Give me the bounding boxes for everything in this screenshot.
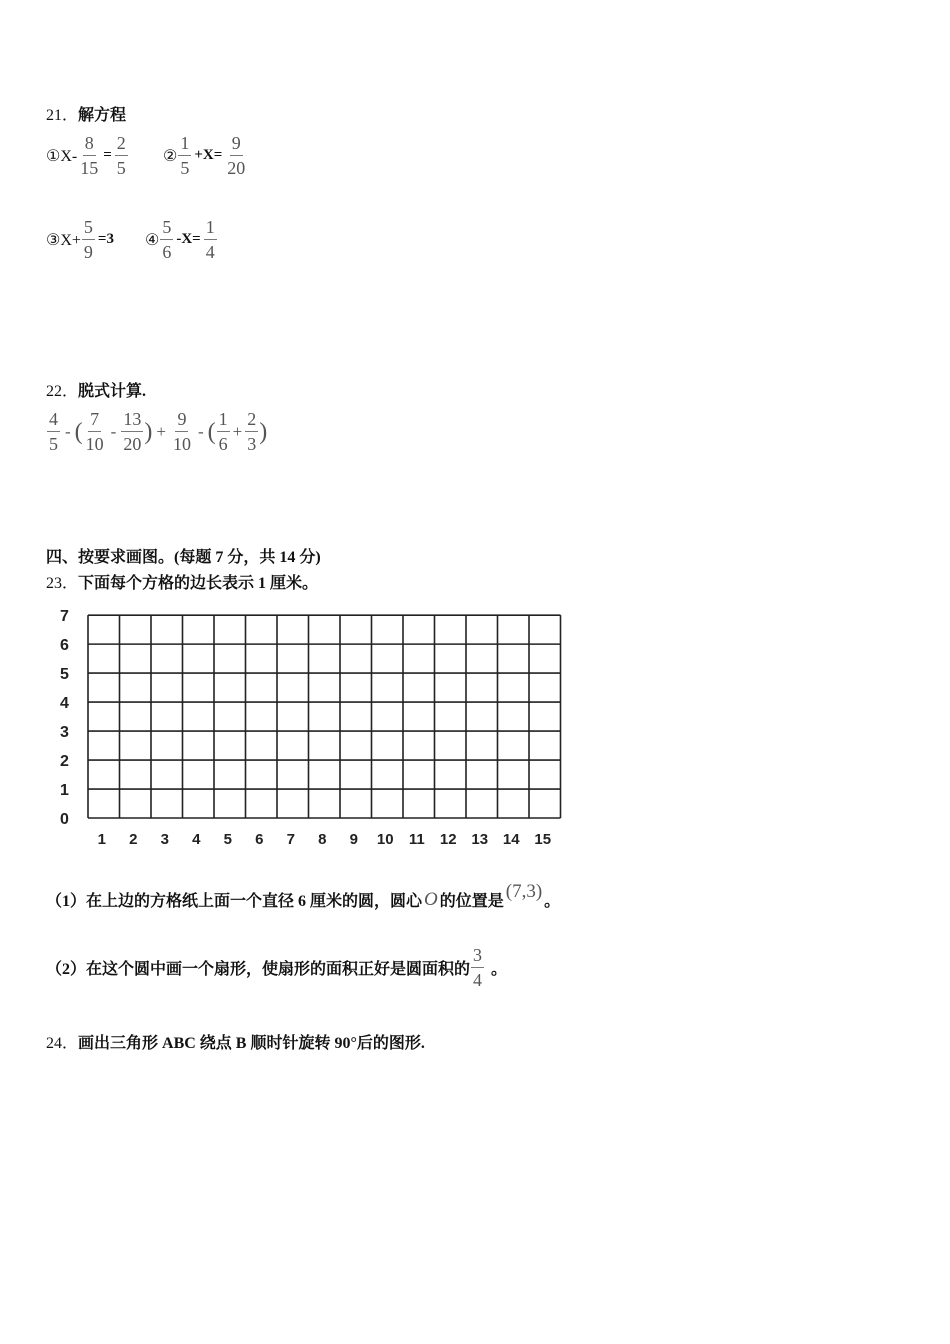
expr-c-denominator: 20	[123, 434, 142, 454]
part1-text: （1）在上边的方格纸上面一个直径 6 厘米的圆，圆心	[46, 893, 423, 910]
expr-minus-3: -	[197, 421, 204, 441]
expr-a-denominator: 5	[49, 434, 58, 454]
eq1-f2-numerator: 2	[115, 134, 128, 156]
y-axis-label: 3	[60, 724, 69, 742]
x-axis-label: 9	[349, 831, 358, 848]
eq4-operator: -X=	[176, 231, 201, 247]
expr-plus-1: +	[156, 421, 166, 441]
eq2-operator: +X=	[194, 147, 223, 163]
expr-b-denominator: 10	[85, 434, 104, 454]
part2-numerator: 3	[471, 946, 484, 968]
eq4-f2-denominator: 4	[205, 242, 215, 262]
grid-lines	[88, 615, 561, 818]
x-axis-label: 11	[408, 831, 425, 848]
x-axis-label: 10	[376, 831, 394, 848]
expr-plus-2: +	[232, 421, 243, 441]
x-axis-label: 3	[160, 831, 169, 848]
expr-b-numerator: 7	[88, 410, 101, 432]
x-axis-label: 12	[439, 831, 457, 848]
center-coordinate: (7,3)	[505, 880, 543, 902]
x-axis-label: 2	[129, 831, 138, 848]
expr-a-numerator: 4	[47, 410, 60, 432]
expr-f-numerator: 2	[245, 410, 258, 432]
part2-denominator: 4	[473, 970, 483, 990]
q21-heading	[46, 102, 126, 125]
q23-title: 下面每个方格的边长表示 1 厘米。	[78, 575, 319, 592]
expr-e-numerator: 1	[217, 410, 230, 432]
expr-d-denominator: 10	[172, 434, 191, 454]
q21-title: 解方程	[78, 107, 127, 124]
eq3-f1-denominator: 9	[83, 242, 93, 262]
expr-fraction-c	[121, 410, 143, 453]
part1-end: 。	[544, 893, 561, 910]
eq4-label: ④	[145, 231, 160, 249]
x-axis-label: 6	[255, 831, 264, 848]
q23-heading	[46, 570, 318, 593]
eq3-label: ③X+	[46, 231, 81, 249]
q22-title: 脱式计算.	[78, 383, 147, 400]
expr-fraction-a	[47, 410, 60, 453]
eq1-f1-denominator: 15	[80, 158, 99, 178]
expr-c-numerator: 13	[121, 410, 143, 432]
part2-fraction	[471, 946, 484, 989]
expr-e-denominator: 6	[218, 434, 228, 454]
eq4-fraction-2	[204, 218, 217, 261]
center-symbol: O	[424, 888, 438, 910]
q22-heading	[46, 378, 146, 401]
expr-minus-2: -	[110, 421, 117, 441]
expr-d-numerator: 9	[175, 410, 188, 432]
q24-heading	[46, 1030, 425, 1053]
eq2-fraction-1	[178, 134, 191, 177]
x-axis-label: 8	[318, 831, 327, 848]
eq2-f1-numerator: 1	[178, 134, 191, 156]
q21-equation-4	[145, 218, 218, 261]
q21-equation-2	[163, 134, 248, 177]
q21-equation-1	[46, 134, 129, 177]
eq4-f2-numerator: 1	[204, 218, 217, 240]
expr-fraction-e	[217, 410, 230, 453]
eq2-f2-numerator: 9	[230, 134, 243, 156]
expr-right-paren-2: )	[259, 418, 268, 445]
expr-fraction-f	[245, 410, 258, 453]
expr-right-paren-1: )	[144, 418, 153, 445]
eq1-f1-numerator: 8	[83, 134, 96, 156]
q24-title: 画出三角形 ABC 绕点 B 顺时针旋转 90°后的图形.	[78, 1035, 425, 1052]
x-axis-labels	[98, 831, 552, 848]
y-axis-label: 6	[60, 637, 69, 655]
y-axis-label: 5	[60, 666, 69, 684]
q21-number: 21．	[46, 107, 79, 124]
expr-left-paren-2: (	[207, 418, 216, 445]
eq1-fraction-2	[115, 134, 128, 177]
x-axis-label: 4	[192, 831, 201, 848]
y-axis-label: 2	[60, 753, 69, 771]
q23-number: 23．	[46, 575, 79, 592]
part2-end: 。	[491, 961, 508, 978]
x-axis-label: 14	[502, 831, 520, 848]
eq4-fraction-1	[160, 218, 173, 261]
q24-number: 24．	[46, 1035, 79, 1052]
y-axis-label: 7	[60, 608, 69, 626]
eq1-fraction-1	[78, 134, 100, 177]
grid-paper	[40, 600, 580, 860]
x-axis-label: 13	[471, 831, 489, 848]
expr-left-paren-1: (	[74, 418, 83, 445]
q23-part-2	[46, 946, 507, 989]
eq2-f1-denominator: 5	[180, 158, 190, 178]
eq4-f1-denominator: 6	[162, 242, 172, 262]
eq1-label: ①X-	[46, 147, 78, 165]
y-axis-label: 4	[60, 695, 69, 713]
x-axis-label: 15	[534, 831, 552, 848]
eq2-fraction-2	[225, 134, 247, 177]
eq1-operator: =	[103, 147, 112, 163]
expr-minus-1: -	[65, 421, 71, 441]
q22-expression	[46, 410, 267, 453]
eq2-f2-denominator: 20	[227, 158, 246, 178]
eq4-f1-numerator: 5	[160, 218, 173, 240]
eq3-tail: =3	[97, 231, 114, 247]
eq3-f1-numerator: 5	[82, 218, 95, 240]
eq3-fraction-1	[82, 218, 95, 261]
expr-fraction-d	[171, 410, 193, 453]
q23-part-1	[46, 880, 561, 911]
y-axis-label: 0	[60, 811, 69, 828]
eq2-label: ②	[163, 147, 178, 165]
x-axis-label: 7	[286, 831, 295, 848]
q21-equation-3	[46, 218, 116, 261]
part1-text-2: 的位置是	[439, 893, 504, 910]
section-4-title: 四、按要求画图。(每题 7 分，共 14 分)	[46, 549, 321, 566]
x-axis-label: 1	[97, 831, 106, 848]
expr-f-denominator: 3	[247, 434, 257, 454]
eq1-f2-denominator: 5	[116, 158, 126, 178]
q22-number: 22．	[46, 383, 79, 400]
expr-fraction-b	[84, 410, 106, 453]
y-axis-labels	[60, 608, 69, 828]
x-axis-label: 5	[223, 831, 232, 848]
part2-text: （2）在这个圆中画一个扇形，使扇形的面积正好是圆面积的	[46, 961, 471, 978]
y-axis-label: 1	[60, 782, 69, 800]
